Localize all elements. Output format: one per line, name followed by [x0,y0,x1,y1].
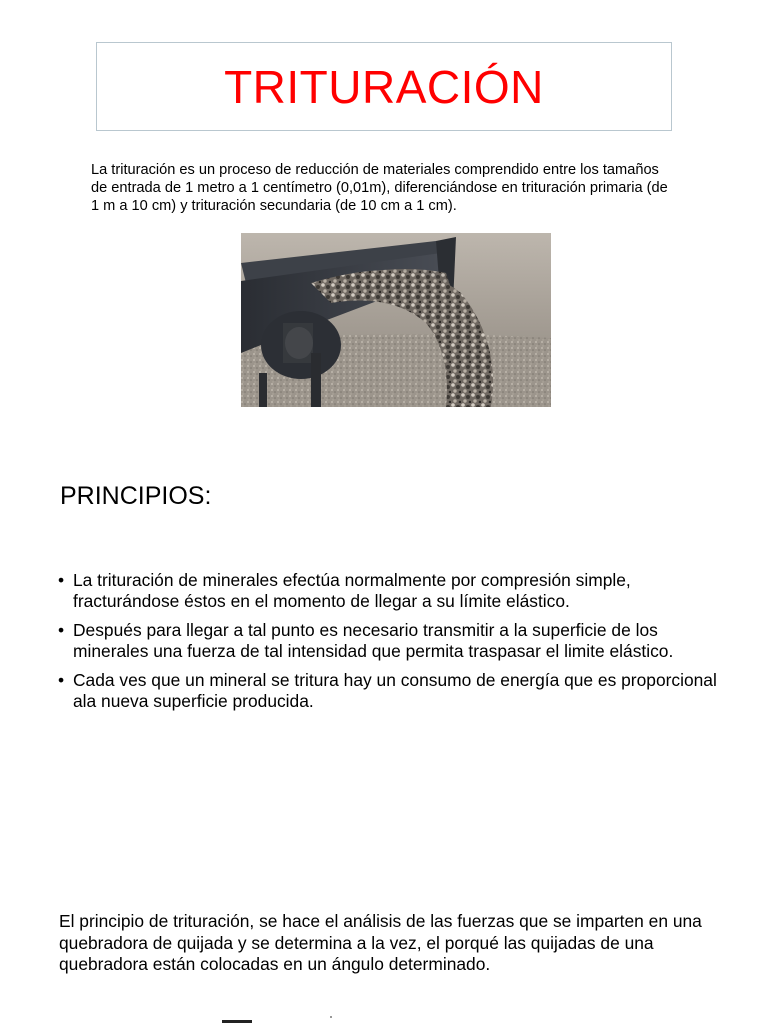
conveyor-illustration [241,233,551,407]
title-box [96,42,672,131]
list-item-text: Cada ves que un mineral se tritura hay un consumo de energía que es proporcional ala nueva superficie producida. [73,670,717,711]
closing-paragraph: El principio de trituración, se hace el análisis de las fuerzas que se imparten en una quebradora de quijada y se determina a la vez, el porqué las quijadas de una quebradora están colocadas en un ángulo determinado. [59,911,702,974]
principles-heading: PRINCIPIOS: [60,482,212,510]
list-item [58,620,718,662]
list-item-text: Después para llegar a tal punto es necesario transmitir a la superficie de los minerales una fuerza de tal intensidad que permita traspasar el limite elástico. [73,620,674,661]
intro-paragraph: La trituración es un proceso de reducción de materiales comprendido entre los tamaños de entrada de 1 metro a 1 centímetro (0,01m), diferenciándose en trituración primaria (de 1 m a 10 cm) y trituración secundaria (de 10 cm a 1 cm). [91,162,668,214]
list-item [58,670,718,712]
cropped-figure [210,1010,530,1024]
page-title: TRITURACIÓN [224,60,544,113]
principles-list [58,570,718,720]
bullet-icon: • [58,670,65,690]
list-item [58,570,718,612]
bullet-icon: • [58,570,65,590]
conveyor-photo [241,233,551,407]
list-item-text: La trituración de minerales efectúa normalmente por compresión simple, fracturándose éstos en el momento de llegar a su límite elástico. [73,570,631,611]
bullet-icon: • [58,620,65,640]
